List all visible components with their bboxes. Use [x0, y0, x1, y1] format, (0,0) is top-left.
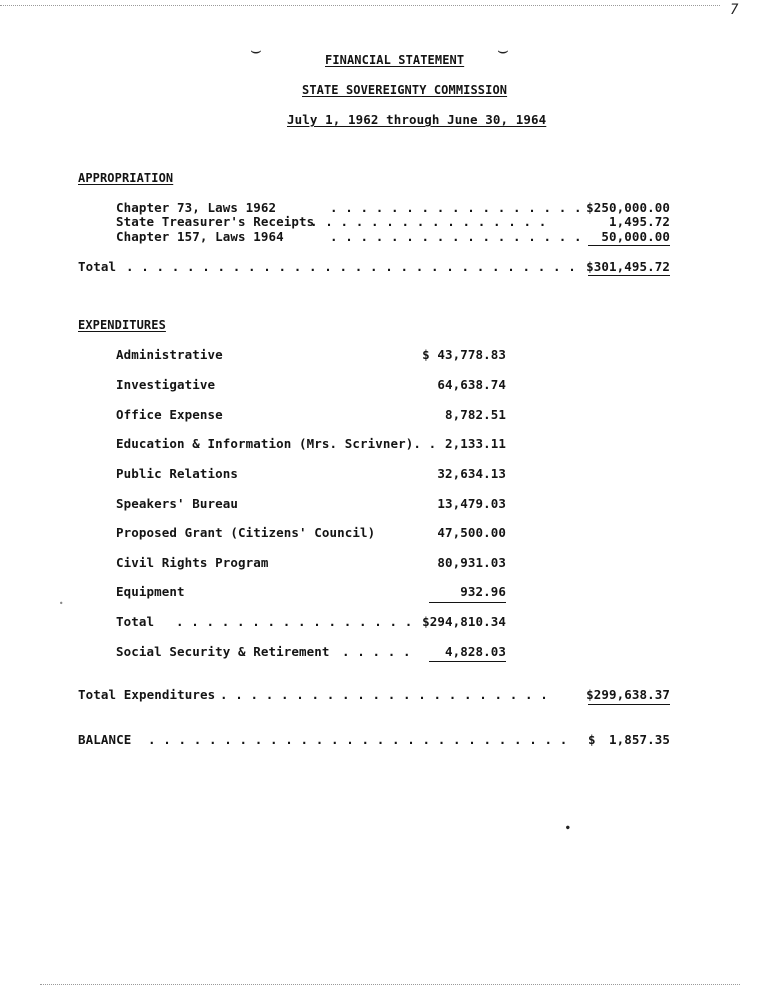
- punch-mark-left: ⌣: [250, 40, 262, 61]
- balance-amount: 1,857.35: [608, 732, 670, 747]
- appropriation-item-amount: 50,000.00: [601, 229, 670, 244]
- scan-speck: ●: [566, 824, 570, 831]
- expenditure-amount: 64,638.74: [437, 377, 506, 392]
- total-expenditures-label: Total Expenditures: [78, 687, 216, 702]
- appropriation-total-leader: . . . . . . . . . . . . . . . . . . . . . . . . . . . . . .: [126, 259, 576, 274]
- expenditure-amount: 47,500.00: [437, 525, 506, 540]
- appropriation-heading: APPROPRIATION: [78, 171, 174, 185]
- page-number: 7: [730, 2, 739, 18]
- expenditures-subtotal-rule: [429, 602, 506, 603]
- social-security-leader: . . . . .: [342, 644, 411, 659]
- expenditure-label: Education & Information (Mrs. Scrivner). .: [116, 436, 437, 451]
- expenditures-subtotal-leader: . . . . . . . . . . . . . . . .: [176, 614, 413, 629]
- balance-dollar-sign: $: [588, 732, 596, 747]
- expenditure-amount: 2,133.11: [444, 436, 506, 451]
- expenditure-label: Investigative: [116, 377, 216, 392]
- appropriation-item-label: Chapter 157, Laws 1964: [116, 229, 284, 244]
- expenditure-amount: 32,634.13: [437, 466, 506, 481]
- expenditure-label: Office Expense: [116, 407, 223, 422]
- appropriation-item-amount: 1,495.72: [608, 214, 670, 229]
- total-expenditures-underline: [588, 704, 670, 705]
- social-security-underline: [429, 661, 506, 662]
- statement-subtitle: STATE SOVEREIGNTY COMMISSION: [302, 83, 508, 97]
- statement-title: FINANCIAL STATEMENT: [325, 53, 465, 67]
- appropriation-total-underline: [588, 275, 670, 276]
- expenditures-heading: EXPENDITURES: [78, 318, 166, 332]
- expenditure-label: Equipment: [116, 584, 185, 599]
- appropriation-item-leader: . . . . . . . . . . . . . . . .: [310, 214, 547, 229]
- expenditure-label: Civil Rights Program: [116, 555, 269, 570]
- expenditure-label: Public Relations: [116, 466, 239, 481]
- scan-edge-top: [0, 5, 720, 6]
- appropriation-total-label: Total: [78, 259, 117, 274]
- balance-label: BALANCE: [78, 732, 132, 747]
- appropriation-item-leader: . . . . . . . . . . . . . . . . .: [330, 229, 582, 244]
- expenditure-amount: $ 43,778.83: [422, 347, 506, 362]
- appropriation-item-label: Chapter 73, Laws 1962: [116, 200, 277, 215]
- total-expenditures-amount: $299,638.37: [586, 687, 670, 702]
- expenditure-amount: 13,479.03: [437, 496, 506, 511]
- balance-leader: . . . . . . . . . . . . . . . . . . . . . . . . . . . .: [148, 732, 568, 747]
- expenditure-label: Administrative: [116, 347, 223, 362]
- expenditures-subtotal-label: Total: [116, 614, 155, 629]
- scan-edge-bottom: [40, 984, 740, 985]
- total-expenditures-leader: . . . . . . . . . . . . . . . . . . . . . .: [220, 687, 548, 702]
- appropriation-total-amount: $301,495.72: [586, 259, 670, 274]
- appropriation-item-amount: $250,000.00: [586, 200, 670, 215]
- expenditure-label: Proposed Grant (Citizens' Council): [116, 525, 376, 540]
- appropriation-item-label: State Treasurer's Receipts: [116, 214, 315, 229]
- punch-mark-right: ⌣: [497, 40, 509, 61]
- expenditures-subtotal-amount: $294,810.34: [422, 614, 506, 629]
- social-security-label: Social Security & Retirement: [116, 644, 330, 659]
- expenditure-amount: 8,782.51: [444, 407, 506, 422]
- social-security-amount: 4,828.03: [444, 644, 506, 659]
- expenditure-label: Speakers' Bureau: [116, 496, 239, 511]
- statement-period: July 1, 1962 through June 30, 1964: [287, 112, 547, 127]
- scan-speck: ●: [60, 600, 63, 605]
- appropriation-item-leader: . . . . . . . . . . . . . . . . .: [330, 200, 582, 215]
- expenditure-amount: 932.96: [460, 584, 506, 599]
- appropriation-underline: [588, 245, 670, 246]
- expenditure-amount: 80,931.03: [437, 555, 506, 570]
